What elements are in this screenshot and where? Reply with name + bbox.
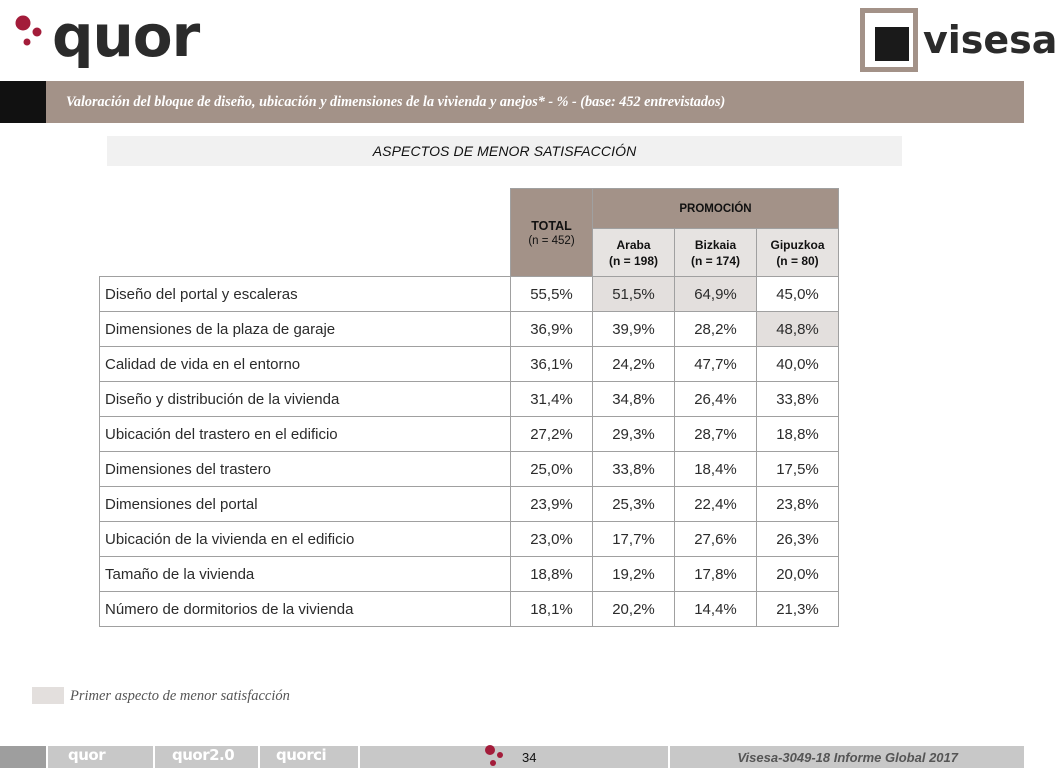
cell-total: 55,5% xyxy=(511,277,593,312)
cell-araba: 33,8% xyxy=(593,452,675,487)
cell-bizkaia: 17,8% xyxy=(675,557,757,592)
province-name: Araba xyxy=(616,237,651,252)
cell-araba: 34,8% xyxy=(593,382,675,417)
total-header-n: (n = 452) xyxy=(528,234,575,247)
cell-gipuzkoa: 26,3% xyxy=(757,522,839,557)
cell-bizkaia: 14,4% xyxy=(675,592,757,627)
page-number: 34 xyxy=(522,750,537,765)
cell-gipuzkoa: 40,0% xyxy=(757,347,839,382)
table-row xyxy=(100,382,839,417)
province-header-bizkaia xyxy=(675,229,757,277)
quor-dots-icon xyxy=(483,742,509,768)
cell-gipuzkoa: 18,8% xyxy=(757,417,839,452)
cell-araba: 25,3% xyxy=(593,487,675,522)
cell-bizkaia: 47,7% xyxy=(675,347,757,382)
footer-divider xyxy=(358,746,360,768)
footer-divider xyxy=(258,746,260,768)
cell-araba: 24,2% xyxy=(593,347,675,382)
table-row xyxy=(100,452,839,487)
footer-bar xyxy=(0,746,1024,768)
footer-accent xyxy=(0,746,46,768)
visesa-logo xyxy=(860,8,1057,74)
cell-total: 23,9% xyxy=(511,487,593,522)
cell-gipuzkoa: 20,0% xyxy=(757,557,839,592)
cell-bizkaia: 27,6% xyxy=(675,522,757,557)
cell-gipuzkoa: 21,3% xyxy=(757,592,839,627)
province-n: (n = 198) xyxy=(608,253,659,268)
row-label: Tamaño de la vivienda xyxy=(100,557,511,592)
visesa-frame-icon xyxy=(860,8,918,72)
table-row xyxy=(100,487,839,522)
cell-bizkaia: 28,2% xyxy=(675,312,757,347)
cell-araba: 17,7% xyxy=(593,522,675,557)
footer-logo-quorci: quorci xyxy=(276,746,327,764)
table-corner xyxy=(100,189,511,277)
cell-total: 25,0% xyxy=(511,452,593,487)
cell-gipuzkoa: 23,8% xyxy=(757,487,839,522)
cell-gipuzkoa: 17,5% xyxy=(757,452,839,487)
cell-araba: 29,3% xyxy=(593,417,675,452)
cell-gipuzkoa: 48,8% xyxy=(757,312,839,347)
province-n: (n = 80) xyxy=(776,253,819,268)
province-name: Gipuzkoa xyxy=(770,237,825,252)
table-row xyxy=(100,592,839,627)
footer-divider xyxy=(46,746,48,768)
table-row xyxy=(100,312,839,347)
legend-swatch xyxy=(32,687,64,704)
total-header-label: TOTAL xyxy=(531,218,572,233)
quor-logo xyxy=(14,2,204,74)
row-label: Diseño y distribución de la vivienda xyxy=(100,382,511,417)
province-header-gipuzkoa xyxy=(757,229,839,277)
cell-bizkaia: 22,4% xyxy=(675,487,757,522)
cell-araba: 20,2% xyxy=(593,592,675,627)
section-subtitle: ASPECTOS DE MENOR SATISFACCIÓN xyxy=(372,143,637,159)
total-header xyxy=(511,189,593,277)
cell-total: 31,4% xyxy=(511,382,593,417)
table-row xyxy=(100,347,839,382)
footer-divider xyxy=(153,746,155,768)
quor-logo-text: quor xyxy=(52,2,200,70)
page-title: Valoración del bloque de diseño, ubicación y dimensiones de la vivienda y anejos* - % - (base: 452 entrevistados) xyxy=(66,94,726,110)
cell-araba: 51,5% xyxy=(593,277,675,312)
visesa-logo-text: visesa xyxy=(923,18,1057,62)
cell-gipuzkoa: 33,8% xyxy=(757,382,839,417)
province-header-araba xyxy=(593,229,675,277)
footer-divider xyxy=(668,746,670,768)
row-label: Dimensiones de la plaza de garaje xyxy=(100,312,511,347)
table-row xyxy=(100,557,839,592)
table-row xyxy=(100,277,839,312)
promocion-header: PROMOCIÓN xyxy=(593,189,839,229)
title-banner xyxy=(0,81,1024,123)
legend-text: Primer aspecto de menor satisfacción xyxy=(70,688,290,704)
report-reference: Visesa-3049-18 Informe Global 2017 xyxy=(737,750,958,765)
cell-bizkaia: 64,9% xyxy=(675,277,757,312)
table-row xyxy=(100,522,839,557)
row-label: Dimensiones del trastero xyxy=(100,452,511,487)
province-n: (n = 174) xyxy=(690,253,741,268)
cell-bizkaia: 26,4% xyxy=(675,382,757,417)
cell-total: 36,1% xyxy=(511,347,593,382)
table-row xyxy=(100,417,839,452)
cell-total: 23,0% xyxy=(511,522,593,557)
visesa-square-icon xyxy=(875,27,909,61)
row-label: Diseño del portal y escaleras xyxy=(100,277,511,312)
province-name: Bizkaia xyxy=(694,237,737,252)
cell-total: 18,1% xyxy=(511,592,593,627)
cell-araba: 39,9% xyxy=(593,312,675,347)
row-label: Ubicación del trastero en el edificio xyxy=(100,417,511,452)
cell-total: 18,8% xyxy=(511,557,593,592)
cell-bizkaia: 18,4% xyxy=(675,452,757,487)
cell-total: 36,9% xyxy=(511,312,593,347)
row-label: Calidad de vida en el entorno xyxy=(100,347,511,382)
footer-logo-quor20: quor2.0 xyxy=(172,746,235,764)
row-label: Ubicación de la vivienda en el edificio xyxy=(100,522,511,557)
section-subtitle-box xyxy=(107,136,902,166)
footer-logo-quor: quor xyxy=(68,746,106,764)
row-label: Número de dormitorios de la vivienda xyxy=(100,592,511,627)
satisfaction-table xyxy=(99,188,839,627)
cell-total: 27,2% xyxy=(511,417,593,452)
cell-bizkaia: 28,7% xyxy=(675,417,757,452)
cell-gipuzkoa: 45,0% xyxy=(757,277,839,312)
cell-araba: 19,2% xyxy=(593,557,675,592)
row-label: Dimensiones del portal xyxy=(100,487,511,522)
banner-accent xyxy=(0,81,46,123)
